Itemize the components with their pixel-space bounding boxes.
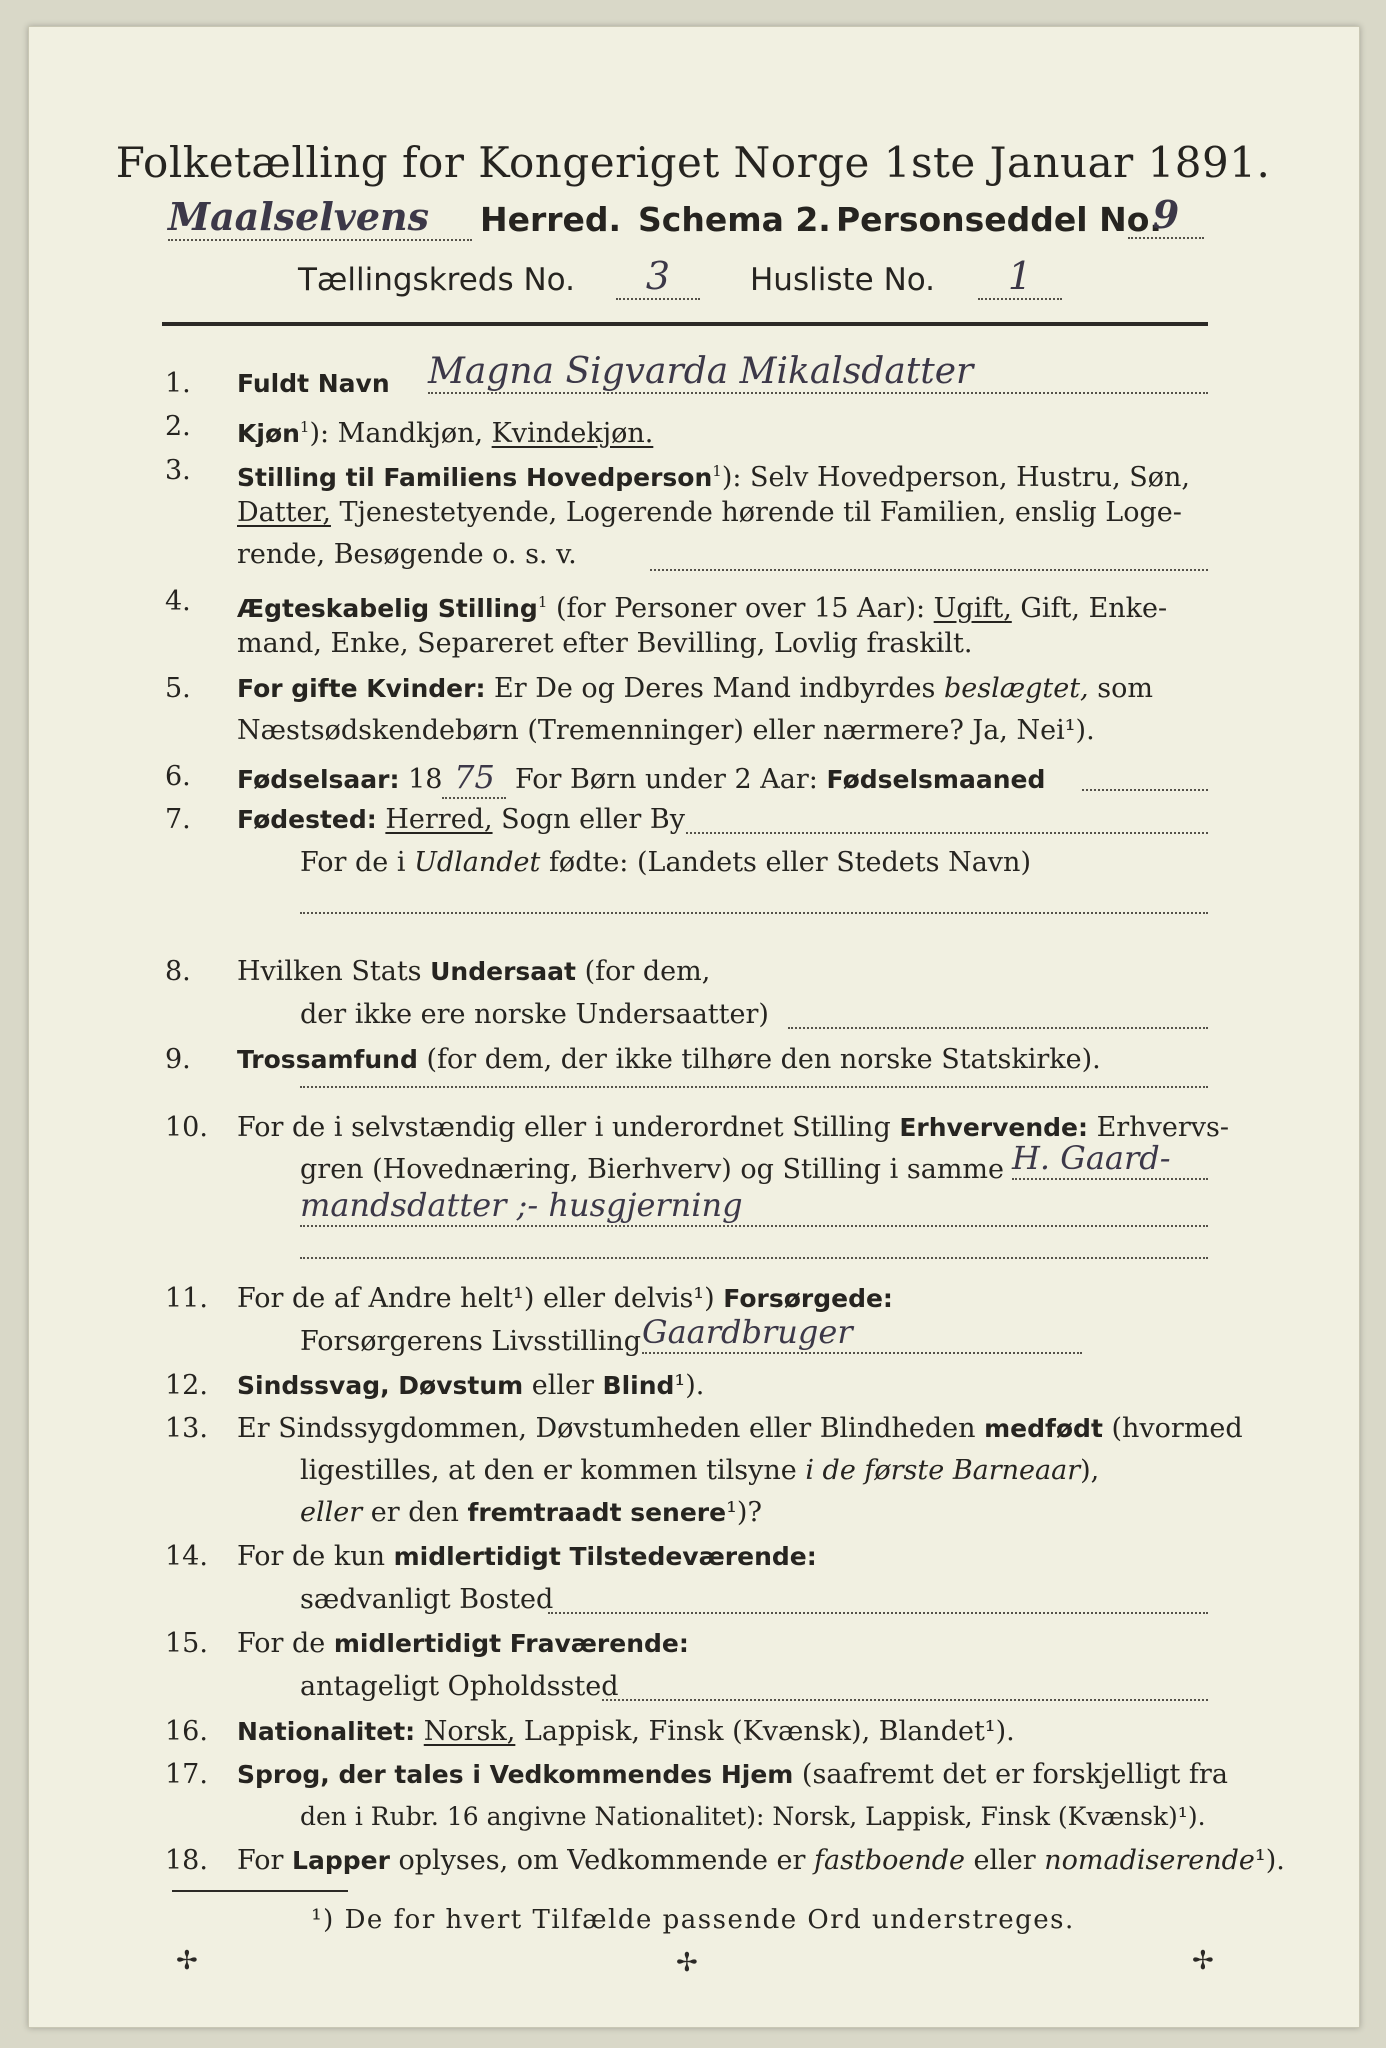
dotted-line <box>548 1612 1208 1614</box>
birthplace-selected: Herred, <box>385 804 493 835</box>
footnote-rule <box>172 1890 348 1892</box>
sex-options-text: ): Mandkjøn, <box>309 418 492 449</box>
item-3-line-1 <box>237 451 1207 498</box>
birth-year-label: Fødselsaar: <box>237 765 400 794</box>
dotted-line <box>300 912 1208 914</box>
married-women-question-end: som <box>1088 673 1153 704</box>
marital-status-selected: Ugift, <box>933 593 1012 624</box>
dotted-line <box>650 569 1208 571</box>
header-rule <box>162 322 1208 326</box>
sami-text-2: oplyses, om Vedkommende er <box>389 1845 814 1876</box>
birthplace-label: Fødested: <box>237 805 377 834</box>
acquired-later-label: fremtraadt senere <box>467 1498 727 1527</box>
husliste-label: Husliste No. <box>750 262 936 298</box>
full-name-label: Fuldt Navn <box>237 369 390 398</box>
congenital-text-5: er den <box>362 1497 468 1528</box>
citizenship-label: Undersaat <box>430 957 576 986</box>
item-number: 14. <box>165 1541 208 1572</box>
sex-label: Kjøn <box>237 419 300 448</box>
item-number: 2. <box>165 411 191 442</box>
kreds-number-handwritten: 3 <box>616 254 700 300</box>
item-number: 7. <box>165 804 191 835</box>
home-language-label: Sprog, der tales i Vedkommendes Hjem <box>237 1760 794 1789</box>
sami-text-4: ¹). <box>1254 1845 1285 1876</box>
personseddel-label: Personseddel No. <box>836 200 1162 239</box>
dotted-line <box>1082 789 1208 791</box>
provided-text: For de af Andre helt¹) eller delvis¹) <box>237 1283 724 1314</box>
footnote-marker: 1 <box>712 462 722 480</box>
herred-schema-line <box>168 192 1228 248</box>
occupation-text: For de i selvstændig eller i underordnet Stilling <box>237 1112 900 1143</box>
item-number: 3. <box>165 455 191 486</box>
usual-residence-label: sædvanligt Bosted <box>300 1584 554 1615</box>
item-4-line-1 <box>237 582 1207 629</box>
binding-mark-center: ✢ <box>676 1948 698 1978</box>
sami-italic-1: fastboende <box>814 1845 965 1876</box>
binding-mark-left: ✢ <box>176 1946 198 1976</box>
married-women-question-2: Næstsødskendebørn (Tremenninger) eller nærmere? Ja, Nei¹). <box>237 715 1095 746</box>
temporary-absent-label: midlertidigt Fraværende: <box>333 1629 689 1658</box>
item-number: 18. <box>165 1845 208 1876</box>
dotted-line <box>300 1257 1208 1259</box>
congenital-italic: i de første Barneaar <box>805 1455 1081 1486</box>
congenital-label: medfødt <box>984 1414 1103 1443</box>
marital-status-text: (for Personer over 15 Aar): <box>547 593 934 624</box>
herred-name-handwritten: Maalselvens <box>168 194 472 241</box>
marital-status-options-2: mand, Enke, Separeret efter Bevilling, Lovlig fraskilt. <box>237 628 973 659</box>
dotted-line <box>686 832 1208 834</box>
citizenship-text-2: (for dem, <box>575 956 711 987</box>
citizenship-text-3: der ikke ere norske Undersaatter) <box>300 999 769 1030</box>
sami-text-3: eller <box>964 1845 1045 1876</box>
temporary-present-label: midlertidigt Tilstedeværende: <box>393 1542 817 1571</box>
item-9-content <box>237 1040 1207 1080</box>
blind-label: Blind <box>602 1371 675 1400</box>
sami-label: Lapper <box>292 1846 390 1875</box>
item-8-line-1 <box>237 952 1207 992</box>
family-position-label: Stilling til Familiens Hovedperson <box>237 463 713 492</box>
item-number: 11. <box>165 1283 208 1314</box>
home-language-options: den i Rubr. 16 angivne Nationalitet): Norsk, Lappisk, Finsk (Kvænsk)¹). <box>300 1802 1206 1831</box>
occupation-handwritten-2: mandsdatter ;- husgjerning <box>300 1185 1208 1227</box>
congenital-text-4: ), <box>1080 1455 1100 1486</box>
married-women-italic: beslægtet, <box>943 673 1089 704</box>
birthplace-options: Sogn eller By <box>492 804 685 835</box>
item-number: 9. <box>165 1044 191 1075</box>
presumed-whereabouts-label: antageligt Opholdssted <box>300 1671 619 1702</box>
nationality-label: Nationalitet: <box>237 1717 416 1746</box>
nationality-selected: Norsk, <box>423 1716 516 1747</box>
item-12-content <box>237 1366 1207 1406</box>
item-6-content <box>237 757 1207 800</box>
item-number: 8. <box>165 956 191 987</box>
congenital-line-2 <box>300 1451 1208 1491</box>
item-number: 12. <box>165 1370 208 1401</box>
temporary-absent-text: For de <box>237 1628 334 1659</box>
occupation-label: Erhvervende: <box>899 1113 1089 1142</box>
item-7-line-1 <box>237 800 1207 840</box>
item-3-line-2 <box>237 493 1207 533</box>
sami-text: For <box>237 1845 293 1876</box>
dotted-line <box>788 1027 1208 1029</box>
dotted-line <box>300 1086 1208 1088</box>
herred-label: Herred. <box>480 200 622 239</box>
occupation-handwritten-1: H. Gaard- <box>1012 1138 1208 1180</box>
full-name-handwritten: Magna Sigvarda Mikalsdatter <box>428 352 1208 394</box>
provider-occupation-handwritten: Gaardbruger <box>642 1312 1082 1354</box>
family-position-selected: Datter, <box>237 497 331 528</box>
married-women-question: Er De og Deres Mand indbyrdes <box>485 673 944 704</box>
marital-status-options: Gift, Enke- <box>1011 593 1168 624</box>
form-title: Folketælling for Kongeriget Norge 1ste Januar 1891. <box>115 138 1271 187</box>
footnote: ¹) De for hvert Tilfælde passende Ord understreges. <box>311 1905 1075 1935</box>
item-17-line-1 <box>237 1755 1228 1795</box>
congenital-text-6: ¹)? <box>726 1497 762 1528</box>
kreds-label: Tællingskreds No. <box>298 262 575 298</box>
disability-text-2: ¹). <box>674 1370 705 1401</box>
temporary-present-text: For de kun <box>237 1541 394 1572</box>
religion-text: (for dem, der ikke tilhøre den norske Statskirke). <box>417 1044 1101 1075</box>
citizenship-text: Hvilken Stats <box>237 956 431 987</box>
husliste-number-handwritten: 1 <box>978 254 1062 300</box>
item-number: 13. <box>165 1413 208 1444</box>
footnote-marker: 1 <box>299 418 310 436</box>
occupation-text-3: gren (Hovednæring, Bierhverv) og Stilling i samme <box>300 1154 1005 1185</box>
sami-italic-2: nomadiserende <box>1044 1845 1255 1876</box>
religion-label: Trossamfund <box>237 1045 418 1074</box>
congenital-italic-2: eller <box>300 1497 363 1528</box>
item-number: 6. <box>165 761 191 792</box>
disability-label: Sindssvag, Døvstum <box>237 1371 524 1400</box>
item-5-line-1 <box>237 669 1207 709</box>
disability-text: eller <box>523 1370 603 1401</box>
item-number: 5. <box>165 673 191 704</box>
item-number: 4. <box>165 586 191 617</box>
item-18-content <box>237 1841 1285 1881</box>
dotted-line <box>602 1699 1208 1701</box>
provided-label: Forsørgede: <box>723 1284 893 1313</box>
item-2-content <box>237 407 1207 454</box>
marital-status-label: Ægteskabelig Stilling <box>237 594 538 623</box>
birth-year-prefix: 18 <box>399 764 443 795</box>
item-number: 16. <box>165 1716 208 1747</box>
provider-occupation-label: Forsørgerens Livsstilling <box>300 1326 642 1357</box>
item-14-line-1 <box>237 1537 1207 1577</box>
personseddel-number-handwritten: 9 <box>1128 192 1204 239</box>
home-language-text: (saafremt det er forskjelligt fra <box>793 1759 1228 1790</box>
item-number: 1. <box>165 368 191 399</box>
congenital-text-2: (hvormed <box>1102 1413 1243 1444</box>
birth-year-handwritten: 75 <box>442 757 506 799</box>
congenital-line-3 <box>300 1493 1208 1533</box>
footnote-marker: 1 <box>537 593 548 611</box>
birth-month-question: For Børn under 2 Aar: <box>506 764 827 795</box>
congenital-text: Er Sindssygdommen, Døvstumheden eller Blindheden <box>237 1413 985 1444</box>
abroad-text: For de i <box>300 847 415 878</box>
kreds-husliste-line <box>298 254 1098 308</box>
family-position-options-2: Tjenestetyende, Logerende hørende til Familien, enslig Loge- <box>330 497 1182 528</box>
family-position-options: ): Selv Hovedperson, Hustru, Søn, <box>721 462 1190 493</box>
item-13-line-1 <box>237 1409 1243 1449</box>
congenital-text-3: ligestilles, at den er kommen tilsyne <box>300 1455 806 1486</box>
abroad-italic: Udlandet <box>414 847 541 878</box>
schema-label: Schema 2. <box>638 200 831 239</box>
occupation-text-2: Erhvervs- <box>1088 1112 1229 1143</box>
item-number: 17. <box>165 1759 208 1790</box>
abroad-birth-question <box>300 843 1208 883</box>
birth-month-label: Fødselsmaaned <box>826 765 1046 794</box>
nationality-options: Lappisk, Finsk (Kvænsk), Blandet¹). <box>515 1716 1015 1747</box>
married-women-label: For gifte Kvinder: <box>237 674 486 703</box>
binding-mark-right: ✢ <box>1192 1946 1214 1976</box>
item-number: 10. <box>165 1112 208 1143</box>
sex-selected-option: Kvindekjøn. <box>491 418 654 449</box>
item-15-line-1 <box>237 1624 1207 1664</box>
abroad-text-2: fødte: (Landets eller Stedets Navn) <box>540 847 1031 878</box>
item-16-content <box>237 1712 1207 1752</box>
family-position-options-3: rende, Besøgende o. s. v. <box>237 539 577 570</box>
item-number: 15. <box>165 1628 208 1659</box>
